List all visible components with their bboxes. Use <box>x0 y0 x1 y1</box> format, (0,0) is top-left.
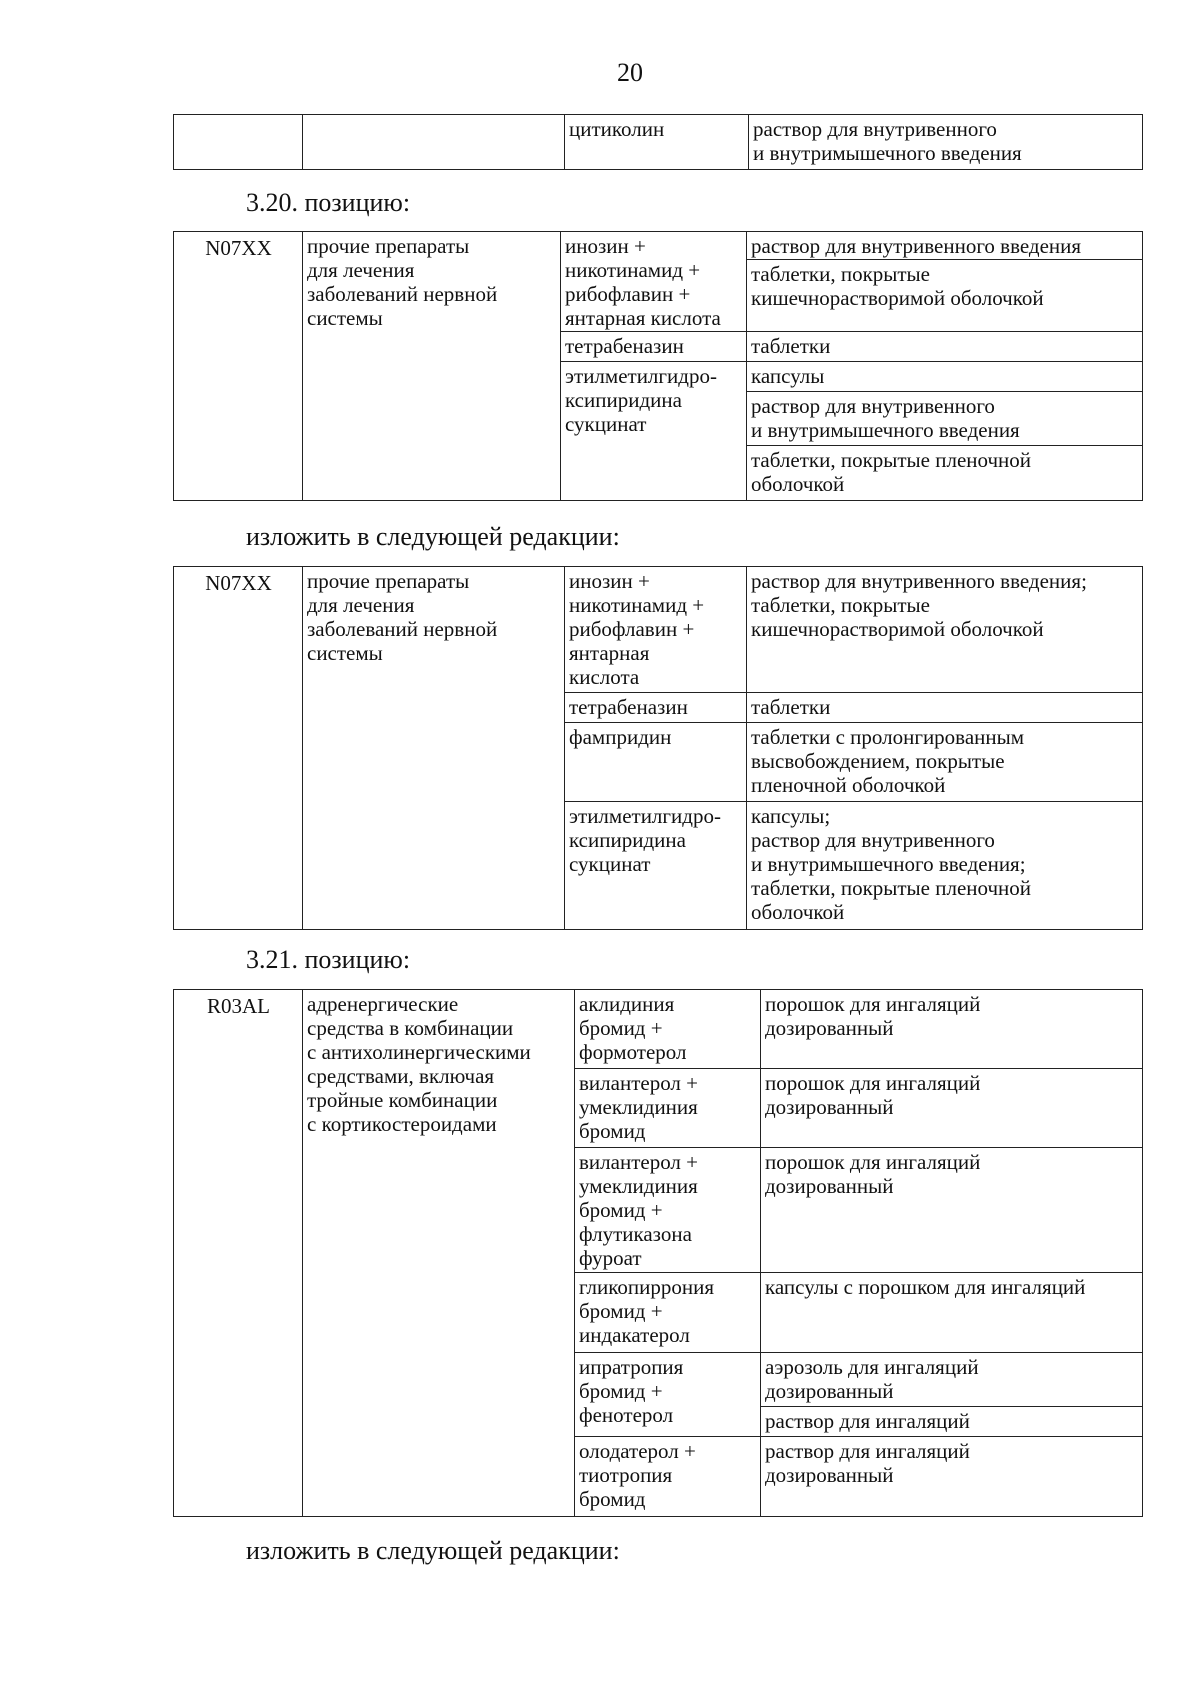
form-cell: таблетки с пролонгированным высвобождением, покрытые пленочной оболочкой <box>747 723 1143 802</box>
form-cell: раствор для внутривенного и внутримышечного введения <box>749 115 1143 170</box>
table-n07xx-old <box>173 231 1143 501</box>
drug-cell: олодатерол + тиотропия бромид <box>575 1437 761 1517</box>
drug-cell: тетрабеназин <box>565 693 747 723</box>
drug-cell: фампридин <box>565 723 747 802</box>
form-cell: таблетки, покрытые пленочной оболочкой <box>747 446 1143 501</box>
form-cell: порошок для ингаляций дозированный <box>761 990 1143 1069</box>
group-name: адренергические средства в комбинации с антихолинергическими средствами, включая тройные комбинации с кортикостероидами <box>303 990 575 1517</box>
form-cell: порошок для ингаляций дозированный <box>761 1148 1143 1273</box>
form-cell: таблетки, покрытые кишечнорастворимой оболочкой <box>747 260 1143 332</box>
group-name: прочие препараты для лечения заболеваний нервной системы <box>303 232 561 501</box>
atc-code: R03AL <box>174 990 303 1517</box>
table-row <box>174 232 1143 260</box>
section-heading-3-21: 3.21. позицию: <box>246 945 411 974</box>
atc-code: N07XX <box>174 232 303 501</box>
code-cell <box>174 115 303 170</box>
table-n07xx-new <box>173 566 1143 930</box>
drug-cell: этилметилгидро- ксипиридина сукцинат <box>565 802 747 930</box>
group-name: прочие препараты для лечения заболеваний нервной системы <box>303 567 565 930</box>
section-heading-3-20: 3.20. позицию: <box>246 188 411 217</box>
drug-cell: этилметилгидро- ксипиридина сукцинат <box>561 362 747 501</box>
table-r03al <box>173 989 1143 1517</box>
atc-code: N07XX <box>174 567 303 930</box>
drug-cell: ипратропия бромид + фенотерол <box>575 1353 761 1437</box>
form-cell: таблетки <box>747 693 1143 723</box>
group-cell <box>303 115 565 170</box>
form-cell: раствор для ингаляций <box>761 1407 1143 1437</box>
form-cell: капсулы с порошком для ингаляций <box>761 1273 1143 1353</box>
form-cell: таблетки <box>747 332 1143 362</box>
drug-cell: инозин + никотинамид + рибофлавин + янтарная кислота <box>565 567 747 693</box>
form-cell: раствор для ингаляций дозированный <box>761 1437 1143 1517</box>
form-cell: капсулы; раствор для внутривенного и внутримышечного введения; таблетки, покрытые пленочной оболочкой <box>747 802 1143 930</box>
form-cell: порошок для ингаляций дозированный <box>761 1069 1143 1148</box>
table-row <box>174 990 1143 1069</box>
drug-cell: цитиколин <box>565 115 749 170</box>
edit-heading: изложить в следующей редакции: <box>246 522 620 551</box>
drug-cell: вилантерол + умеклидиния бромид + флутиказона фуроат <box>575 1148 761 1273</box>
drug-cell: гликопиррония бромид + индакатерол <box>575 1273 761 1353</box>
edit-heading: изложить в следующей редакции: <box>246 1536 620 1565</box>
table-row <box>174 115 1143 170</box>
form-cell: раствор для внутривенного введения <box>747 232 1143 260</box>
form-cell: раствор для внутривенного и внутримышечного введения <box>747 392 1143 446</box>
drug-cell: вилантерол + умеклидиния бромид <box>575 1069 761 1148</box>
form-cell: аэрозоль для ингаляций дозированный <box>761 1353 1143 1407</box>
table-row <box>174 567 1143 693</box>
page-number: 20 <box>617 58 643 87</box>
form-cell: капсулы <box>747 362 1143 392</box>
table-continuation <box>173 114 1143 170</box>
drug-cell: инозин + никотинамид + рибофлавин + янтарная кислота <box>561 232 747 332</box>
drug-cell: тетрабеназин <box>561 332 747 362</box>
drug-cell: аклидиния бромид + формотерол <box>575 990 761 1069</box>
form-cell: раствор для внутривенного введения; таблетки, покрытые кишечнорастворимой оболочкой <box>747 567 1143 693</box>
